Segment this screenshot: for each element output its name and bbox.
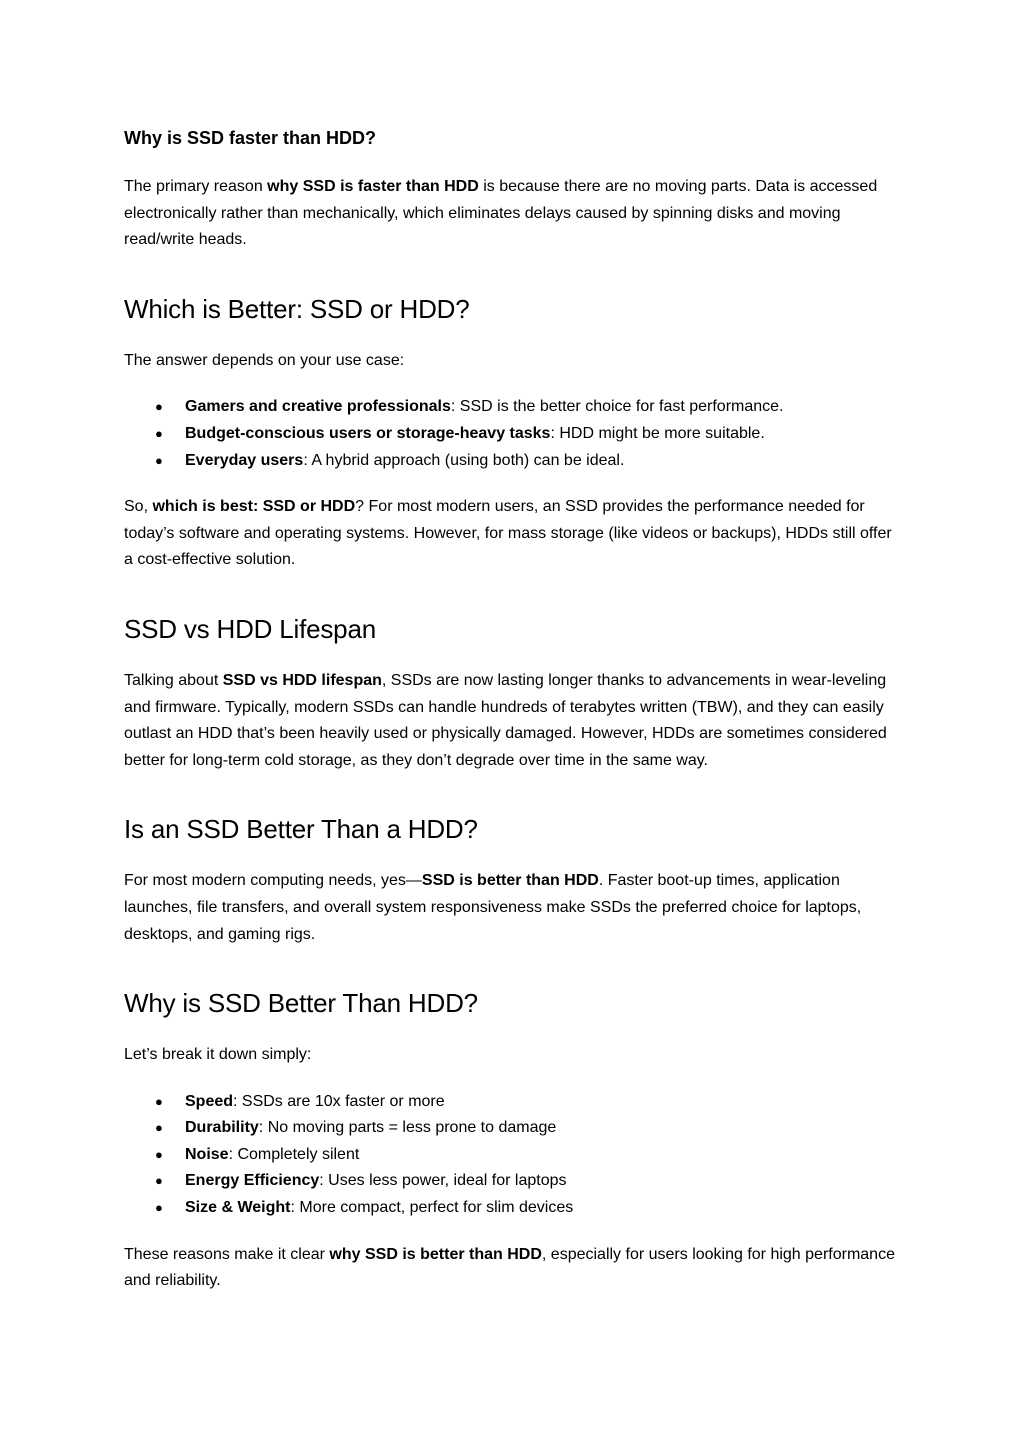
list-item-text: : Completely silent: [228, 1145, 360, 1163]
document-page: [124, 126, 904, 1315]
text-run: These reasons make it clear: [124, 1245, 330, 1263]
bold-phrase: why SSD is faster than HDD: [267, 178, 479, 195]
list-item-bold: Gamers and creative professionals: [185, 398, 451, 416]
bullet-icon: ●: [155, 1173, 163, 1189]
list-item-text: : Uses less power, ideal for laptops: [319, 1172, 567, 1190]
bold-phrase: SSD vs HDD lifespan: [222, 671, 382, 689]
paragraph-is-ssd-better: [124, 868, 904, 948]
list-item-text: : HDD might be more suitable.: [550, 424, 765, 442]
list-item: [124, 1142, 904, 1169]
paragraph-why-faster: [124, 174, 904, 254]
bold-phrase: which is best: SSD or HDD: [152, 498, 356, 516]
list-item-bold: Budget-conscious users or storage-heavy tasks: [185, 424, 551, 442]
text-run: Talking about: [124, 671, 223, 689]
list-item-bold: Durability: [185, 1119, 259, 1137]
bold-phrase: SSD is better than HDD: [421, 872, 599, 890]
bullet-icon: ●: [155, 452, 163, 468]
list-item: [124, 421, 904, 448]
text-run: , SSDs are now lasting longer thanks to advancements in wear-leveling and firmware. Typically, modern SSDs can handle hundreds of terabytes written (TBW), and they can easily outlast an HDD that’s been heavily used or physically damaged. However, HDDs are sometimes considered better for long-term cold storage, as they don’t degrade over time in the same way.: [124, 671, 887, 769]
bullet-icon: ●: [155, 1093, 163, 1109]
text-run: So,: [124, 498, 153, 516]
heading-lifespan: SSD vs HDD Lifespan: [124, 613, 376, 644]
benefits-list: [124, 1089, 904, 1222]
text-run: The primary reason: [124, 178, 268, 195]
list-item: [124, 1089, 904, 1116]
paragraph-break-down: Let’s break it down simply:: [124, 1046, 312, 1064]
list-item: [124, 448, 904, 475]
list-item-bold: Speed: [185, 1092, 234, 1110]
list-item-text: : More compact, perfect for slim devices: [290, 1199, 574, 1217]
list-item-bold: Noise: [185, 1145, 229, 1163]
bullet-icon: ●: [155, 425, 163, 441]
heading-why-ssd-better: Why is SSD Better Than HDD?: [124, 988, 478, 1019]
paragraph-conclusion: [124, 1242, 904, 1295]
bullet-icon: ●: [155, 1120, 163, 1136]
use-case-list: [124, 394, 904, 474]
text-run: , especially for users looking for high performance and reliability.: [124, 1245, 895, 1290]
paragraph-intro-use-case: The answer depends on your use case:: [124, 351, 405, 369]
list-item: [124, 394, 904, 421]
list-item-text: : SSD is the better choice for fast performance.: [450, 398, 784, 416]
bullet-icon: ●: [155, 1146, 163, 1162]
bold-phrase: why SSD is better than HDD: [329, 1245, 542, 1263]
list-item: [124, 1168, 904, 1195]
text-run: For most modern computing needs, yes—: [124, 872, 422, 890]
list-item: [124, 1195, 904, 1222]
paragraph-lifespan: [124, 668, 904, 774]
list-item-bold: Everyday users: [185, 451, 304, 469]
list-item-text: : No moving parts = less prone to damage: [258, 1119, 557, 1137]
bullet-icon: ●: [155, 1200, 163, 1216]
heading-which-is-better: Which is Better: SSD or HDD?: [124, 293, 470, 324]
text-run: . Faster boot-up times, application launches, file transfers, and overall system responsiveness make SSDs the preferred choice for laptops, desktops, and gaming rigs.: [124, 872, 862, 943]
bullet-icon: ●: [155, 399, 163, 415]
paragraph-which-is-best: [124, 494, 904, 574]
text-run: ? For most modern users, an SSD provides the performance needed for today’s software and operating systems. However, for mass storage (like videos or backups), HDDs still offer a cost-effective solution.: [124, 498, 892, 569]
list-item-bold: Energy Efficiency: [185, 1172, 320, 1190]
list-item-bold: Size & Weight: [185, 1199, 291, 1217]
text-run: is because there are no moving parts. Data is accessed electronically rather than mechanically, which eliminates delays caused by spinning disks and moving read/write heads.: [124, 178, 878, 249]
heading-is-ssd-better: Is an SSD Better Than a HDD?: [124, 814, 478, 845]
list-item-text: : SSDs are 10x faster or more: [233, 1092, 445, 1110]
list-item: [124, 1115, 904, 1142]
heading-why-ssd-faster: Why is SSD faster than HDD?: [124, 128, 377, 148]
list-item-text: : A hybrid approach (using both) can be ideal.: [303, 451, 625, 469]
